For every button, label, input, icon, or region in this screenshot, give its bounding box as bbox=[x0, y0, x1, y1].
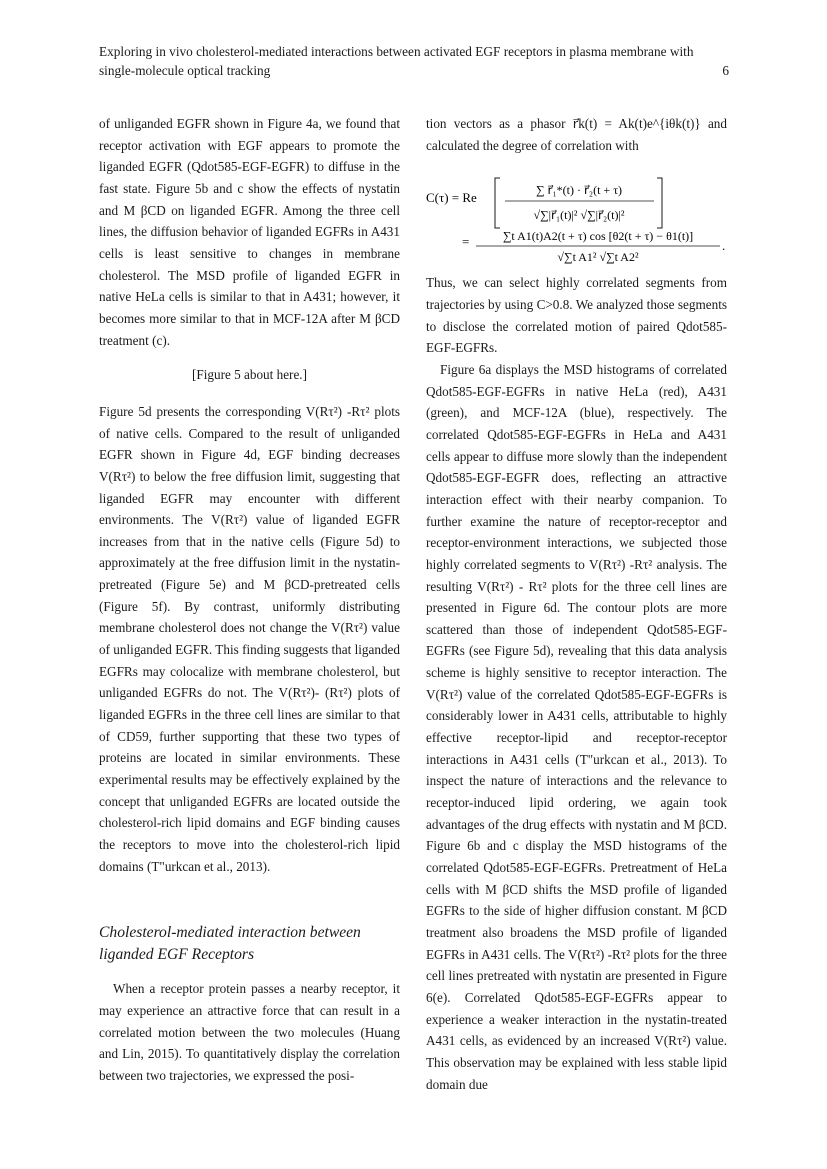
correlation-equation bbox=[426, 166, 727, 264]
section-title: Cholesterol-mediated interaction between liganded EGF Receptors bbox=[99, 924, 361, 964]
right-column bbox=[426, 113, 727, 1095]
paragraph-figure6: Figure 6a displays the MSD histograms of correlated Qdot585-EGF-EGFRs in native HeLa (red), A431 (green), and MCF-12A (blue), respectively. The correlated Qdot585-EGF-EGFRs in HeLa and A431 cells appear to diffuse more slowly than the independent Qdot585-EGF-EGFR does, reflecting an attractive interaction effect with their nearby companion. To further examine the nature of receptor-receptor and receptor-environment interactions, we subjected those highly correlated segments to V(Rτ²) -Rτ² analysis. The resulting V(Rτ²) - Rτ² plots for the three cell lines are presented in Figure 6d. The contour plots are more scattered than those of independent Qdot585-EGF-EGFRs (see Figure 5d), revealing that this data analysis scheme is highly sensitive to receptor interaction. The V(Rτ²) value of the correlated Qdot585-EGF-EGFRs is considerably lower in A431 cells, attributable to highly effective receptor-lipid and receptor-receptor interactions in A431 cells (T"urkcan et al., 2013). To inspect the nature of interactions and the relevance to receptor-induced lipid ordering, we again took advantages of the drug effects with nystatin and M βCD. Figure 6b and c display the MSD histograms of the correlated Qdot585-EGF-EGFRs. Pretreatment of HeLa cells with M βCD shifts the MSD profile of liganded EGFRs to the side of higher diffusion constant. M βCD treatment also broadens the MSD profile of liganded EGFRs in A431 cells. The V(Rτ²) -Rτ² plots for the three cell lines pretreated with nystatin are presented in Figure 6(e). Correlated Qdot585-EGF-EGFRs appear to experience a weaker interaction in the nystatin-treated A431 cells, as evidenced by an increased V(Rτ²) value. This observation may be explained with less stable lipid domain due bbox=[426, 361, 727, 1092]
equation-equals: = bbox=[462, 234, 470, 250]
paragraph-correlated-segments: Thus, we can select highly correlated segments from trajectories by using C>0.8. We analyzed those segments to disclose the correlated motion of paired Qdot585-EGF-EGFRs. bbox=[426, 275, 727, 356]
paragraph-unliganded-egfr: of unliganded EGFR shown in Figure 4a, we found that receptor activation with EGF appears to promote the liganded EGFR (Qdot585-EGF-EGFR) to diffuse in the fast state. Figure 5b and c show the effects of nystatin and M βCD on liganded EGFR. Among the three cell lines, the diffusion behavior of liganded EGFRs in A431 cells is least sensitive to changes in membrane cholesterol. The MSD profile of liganded EGFR in native HeLa cells is similar to that in A431; however, it becomes more similar to that in MCF-12A after M βCD treatment (c). bbox=[99, 116, 400, 348]
equation-lhs: C(τ) = Re bbox=[426, 190, 477, 206]
paragraph-correlation-intro: When a receptor protein passes a nearby receptor, it may experience an attractive force that can result in a correlated motion between the two molecules (Huang and Lin, 2015). To quantitatively display the correlation between two trajectories, we expressed the posi- bbox=[99, 981, 400, 1083]
running-title-line-2: single-molecule optical tracking bbox=[99, 63, 271, 78]
paragraph-figure5d: Figure 5d presents the corresponding V(Rτ²) -Rτ² plots of native cells. Compared to the result of unliganded EGFR shown in Figure 4d, EGF binding decreases V(Rτ²) to below the free diffusion limit, suggesting that liganded EGFR may encounter with different environments. The V(Rτ²) value of liganded EGFR increases from that in the native cells (Figure 5d) to approximately at the free diffusion limit in the nystatin-pretreated (Figure 5e) and M βCD-pretreated cells (Figure 5f). By contrast, uniformly distributing membrane cholesterol does not change the V(Rτ²) value of unliganded EGFR. This finding suggests that liganded EGFRs may colocalize with membrane cholesterol, but unliganded EGFRs do not. The V(Rτ²)- (Rτ²) plots of liganded EGFRs in the three cell lines are similar to that of CD59, further supporting that these two types of proteins are located in similar environments. These experimental results may be effectively explained by the concept that unliganded EGFRs are located outside the cholesterol-rich lipid domains and EGF binding causes the receptors to move into the cholesterol-rich lipid domains (T"urkcan et al., 2013). bbox=[99, 403, 400, 874]
running-title-line-1: Exploring in vivo cholesterol-mediated interactions between activated EGF receptors in plasma membrane with bbox=[99, 44, 694, 59]
equation-denominator-1: √∑|r⃗₁(t)|² √∑|r⃗₂(t)|² bbox=[533, 208, 625, 223]
equation-denominator-2: √∑t A1² √∑t A2² bbox=[557, 250, 639, 265]
equation-numerator-1: ∑ r⃗₁*(t) · r⃗₂(t + τ) bbox=[535, 183, 623, 198]
left-column bbox=[99, 113, 400, 1087]
equation-period: . bbox=[722, 238, 726, 254]
page-number: 6 bbox=[722, 63, 729, 78]
paragraph-phasor: tion vectors as a phasor r⃗k(t) = Ak(t)e^{iθk(t)} and calculated the degree of correlation with bbox=[426, 116, 727, 153]
left-bracket bbox=[495, 178, 500, 228]
right-bracket bbox=[657, 178, 662, 228]
figure-placeholder: [Figure 5 about here.] bbox=[192, 367, 307, 383]
running-header bbox=[99, 42, 729, 80]
equation-numerator-2: ∑t A1(t)A2(t + τ) cos [θ2(t + τ) − θ1(t)] bbox=[502, 229, 694, 244]
